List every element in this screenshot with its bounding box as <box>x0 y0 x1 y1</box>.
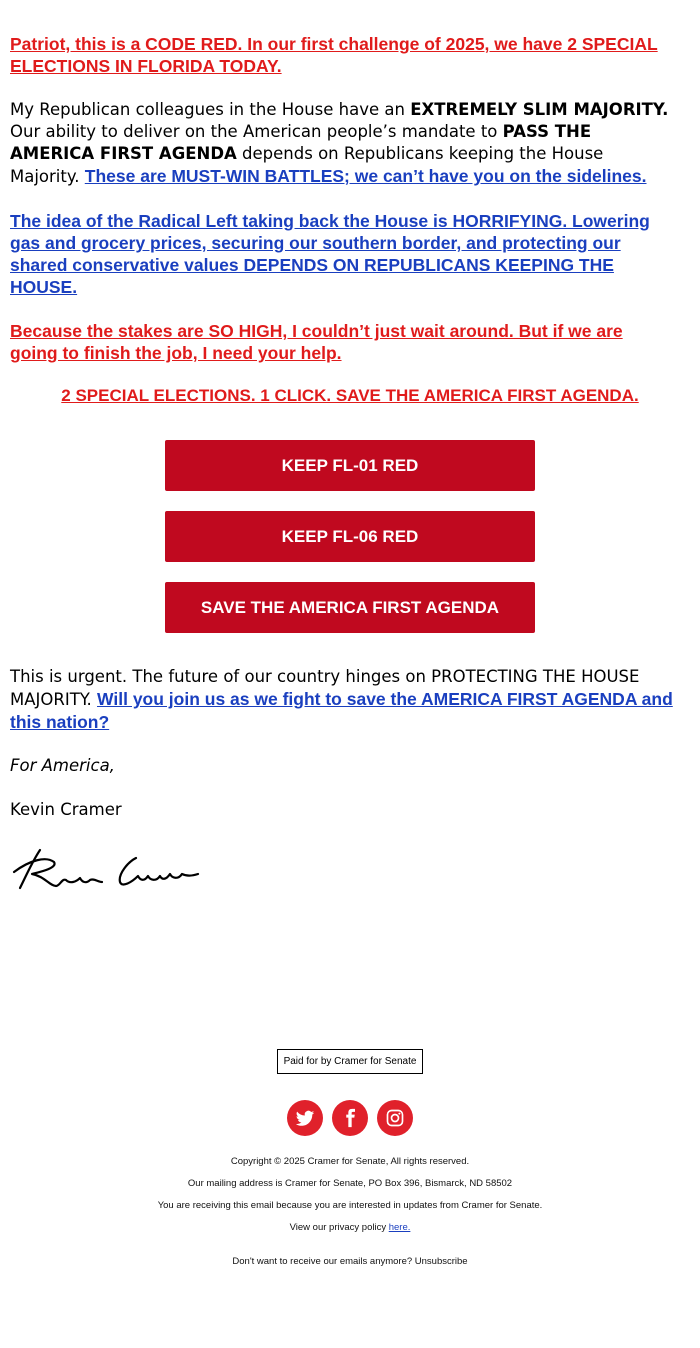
keep-fl01-red-button[interactable]: KEEP FL-01 RED <box>165 440 535 491</box>
para1-bold-1: EXTREMELY SLIM MAJORITY. <box>410 100 669 119</box>
must-win-link[interactable]: These are MUST-WIN BATTLES; we can’t have you on the sidelines. <box>84 166 647 186</box>
para1-text-2: Our ability to deliver on the American people’s mandate to <box>10 122 503 141</box>
headline-link[interactable]: 2 SPECIAL ELECTIONS. 1 CLICK. SAVE THE AMERICA FIRST AGENDA. <box>61 386 639 405</box>
para1-text-3: depends on Republicans keeping the House Majority. <box>10 144 604 186</box>
signature-image <box>10 842 210 902</box>
stakes-link[interactable]: Because the stakes are SO HIGH, I couldn’t just wait around. But if we are going to finish the job, I need your help. <box>10 321 623 363</box>
copyright-text: Copyright © 2025 Cramer for Senate, All rights reserved. <box>230 1156 470 1167</box>
instagram-button[interactable] <box>377 1100 413 1136</box>
facebook-icon <box>340 1108 360 1128</box>
paid-for-disclaimer: Paid for by Cramer for Senate <box>277 1049 423 1074</box>
email-body <box>10 33 675 364</box>
receiving-reason: You are receiving this email because you are interested in updates from Cramer for Senate. <box>157 1200 543 1211</box>
twitter-button[interactable] <box>287 1100 323 1136</box>
keep-fl06-red-button[interactable]: KEEP FL-06 RED <box>165 511 535 562</box>
privacy-policy-line <box>0 1222 700 1233</box>
facebook-button[interactable] <box>332 1100 368 1136</box>
radical-left-link[interactable]: The idea of the Radical Left taking back the House is HORRIFYING. Lowering gas and grocery prices, securing our southern border, and protecting our shared conservative values DEPENDS ON REPUBLICANS KEEPING THE HOUSE. <box>10 211 650 297</box>
privacy-text: View our privacy policy <box>289 1222 389 1233</box>
para4-text: This is urgent. The future of our country hinges on PROTECTING THE HOUSE MAJORITY. <box>10 667 640 709</box>
closing-text: For America, <box>10 756 115 775</box>
paragraph-majority <box>10 99 675 188</box>
unsubscribe-link[interactable]: Don't want to receive our emails anymore? Unsubscribe <box>232 1256 468 1267</box>
para1-bold-2: PASS THE AMERICA FIRST AGENDA <box>10 122 592 163</box>
save-america-first-agenda-button[interactable]: SAVE THE AMERICA FIRST AGENDA <box>165 582 535 633</box>
instagram-icon <box>385 1108 405 1128</box>
privacy-policy-link[interactable]: here. <box>388 1222 411 1233</box>
twitter-icon <box>295 1108 315 1128</box>
paragraph-urgent <box>10 666 675 734</box>
signature-svg <box>10 842 210 898</box>
para1-text-1: My Republican colleagues in the House have an <box>10 100 411 119</box>
mailing-address: Our mailing address is Cramer for Senate, PO Box 396, Bismarck, ND 58502 <box>187 1178 513 1189</box>
join-us-link[interactable]: Will you join us as we fight to save the AMERICA FIRST AGENDA and this nation? <box>10 689 673 732</box>
intro-link[interactable]: Patriot, this is a CODE RED. In our first challenge of 2025, we have 2 SPECIAL ELECTIONS IN FLORIDA TODAY. <box>10 34 658 76</box>
signer-name: Kevin Cramer <box>10 800 122 819</box>
